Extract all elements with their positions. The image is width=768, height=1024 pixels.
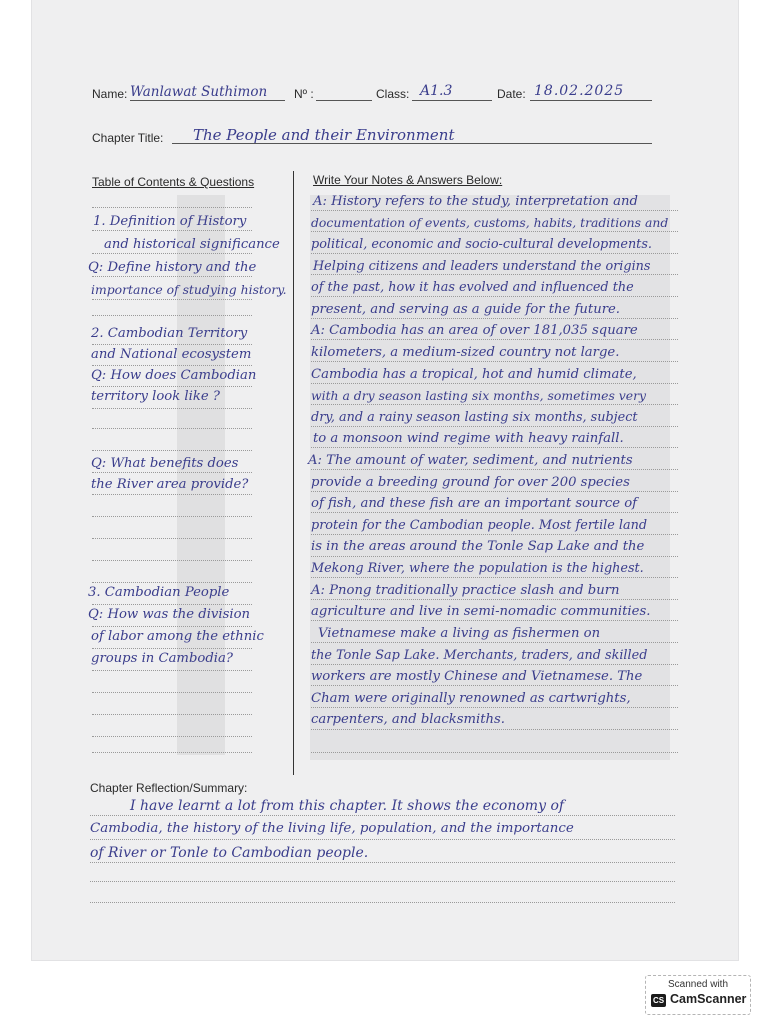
answer-line: provide a breeding ground for over 200 species [311,475,630,490]
answer-line: A: Pnong traditionally practice slash and burn [311,583,620,598]
answer-line: workers are mostly Chinese and Vietnamese. The [311,669,643,684]
answer-line: Mekong River, where the population is the highest. [311,561,644,576]
answer-line: kilometers, a medium-sized country not large. [311,345,620,360]
question-line: Q: How does Cambodian [91,368,257,383]
contents-line: 3. Cambodian People [88,585,230,600]
answer-line: A: The amount of water, sediment, and nutrients [308,453,633,468]
answer-line: with a dry season lasting six months, sometimes very [311,388,647,403]
answer-line: carpenters, and blacksmiths. [311,712,505,727]
name-underline [130,100,285,101]
chapter-title-underline [172,143,652,144]
watermark-caption: Scanned with [667,979,729,990]
question-line: Q: How was the division [88,607,251,622]
chapter-title-label: Chapter Title: [92,131,164,145]
camscanner-logo-icon: CS [652,996,665,1005]
contents-line: and National ecosystem [91,347,252,362]
number-label: Nº : [294,87,314,101]
question-line: of labor among the ethnic [91,629,264,644]
question-line: Q: What benefits does [91,456,239,471]
watermark-brand: CamScanner [670,992,747,1006]
class-underline [412,100,492,101]
contents-line: 1. Definition of History [93,214,247,229]
summary-line: I have learnt a lot from this chapter. It shows the economy of [130,798,565,814]
name-value: Wanlawat Suthimon [130,84,268,100]
class-label: Class: [376,87,410,101]
notes-heading: Write Your Notes & Answers Below: [313,173,503,187]
answer-line: is in the areas around the Tonle Sap Lake and the [311,539,645,554]
answer-line: A: Cambodia has an area of over 181,035 square [311,323,638,338]
answer-line: Cambodia has a tropical, hot and humid climate, [311,367,637,382]
camscanner-watermark [645,975,751,1015]
answer-line: Cham were originally renowned as cartwrights, [311,691,631,706]
question-line: territory look like ? [91,389,220,404]
answer-line: of fish, and these fish are an important source of [311,496,638,511]
number-underline [316,100,372,101]
answer-line: dry, and a rainy season lasting six months, subject [311,410,638,425]
answer-line: the Tonle Sap Lake. Merchants, traders, and skilled [311,648,648,663]
answer-line: Helping citizens and leaders understand the origins [313,259,651,274]
name-label: Name: [92,87,128,101]
date-underline [530,100,652,101]
answer-line: to a monsoon wind regime with heavy rainfall. [313,431,624,446]
question-line: importance of studying history. [91,282,287,297]
question-line: Q: Define history and the [88,260,257,275]
question-line: groups in Cambodia? [91,651,233,666]
class-value: A1.3 [420,83,453,99]
answer-line: present, and serving as a guide for the future. [311,302,620,317]
chapter-title-value: The People and their Environment [193,126,455,144]
contents-line: and historical significance [104,237,280,252]
date-value: 18.02.2025 [534,83,625,99]
answer-line: protein for the Cambodian people. Most fertile land [311,518,648,533]
answer-line: political, economic and socio-cultural developments. [311,237,652,252]
contents-line: 2. Cambodian Territory [91,326,248,341]
summary-line: of River or Tonle to Cambodian people. [90,845,369,861]
summary-line: Cambodia, the history of the living life, population, and the importance [90,821,574,836]
contents-heading: Table of Contents & Questions [92,175,255,189]
date-label: Date: [497,87,526,101]
show-through-left [177,195,225,755]
answer-line: Vietnamese make a living as fishermen on [318,626,601,641]
answer-line: agriculture and live in semi-nomadic communities. [311,604,651,619]
answer-line: of the past, how it has evolved and influenced the [311,280,634,295]
answer-line: A: History refers to the study, interpretation and [313,194,638,209]
summary-heading: Chapter Reflection/Summary: [90,781,248,795]
column-separator [293,171,294,775]
question-line: the River area provide? [91,477,249,492]
answer-line: documentation of events, customs, habits, traditions and [311,215,669,230]
